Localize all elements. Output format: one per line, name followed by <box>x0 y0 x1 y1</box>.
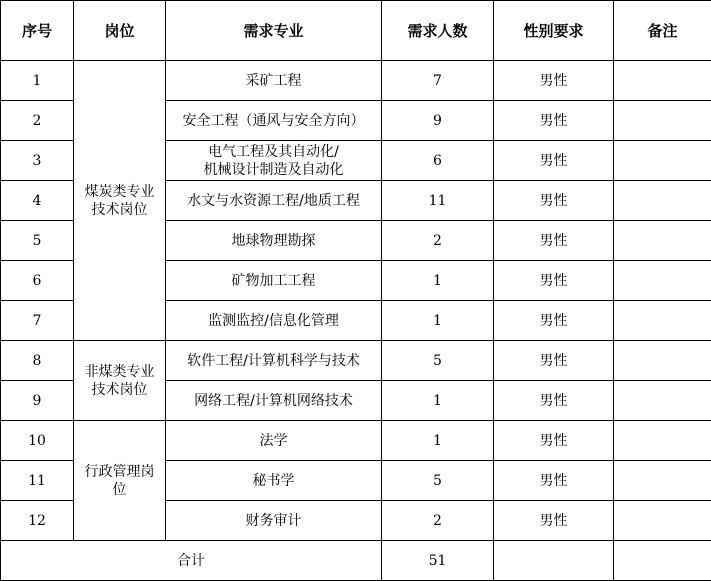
row-gender: 男性 <box>494 221 614 261</box>
row-no: 5 <box>1 221 74 261</box>
row-no: 9 <box>1 381 74 421</box>
row-note <box>614 221 711 261</box>
row-count: 5 <box>382 341 494 381</box>
row-no: 1 <box>1 61 74 101</box>
row-gender: 男性 <box>494 301 614 341</box>
header-row <box>1 1 711 61</box>
row-count: 5 <box>382 461 494 501</box>
row-gender: 男性 <box>494 261 614 301</box>
row-gender: 男性 <box>494 61 614 101</box>
row-major: 地球物理勘探 <box>166 221 382 261</box>
row-no: 12 <box>1 501 74 541</box>
row-count: 2 <box>382 501 494 541</box>
row-count: 1 <box>382 421 494 461</box>
row-no: 11 <box>1 461 74 501</box>
row-no: 6 <box>1 261 74 301</box>
row-major: 矿物加工工程 <box>166 261 382 301</box>
row-note <box>614 501 711 541</box>
group-admin: 行政管理岗位 <box>74 421 166 541</box>
row-no: 2 <box>1 101 74 141</box>
row-gender: 男性 <box>494 381 614 421</box>
row-count: 11 <box>382 181 494 221</box>
total-label: 合计 <box>1 541 382 581</box>
header-major: 需求专业 <box>166 1 382 61</box>
total-count: 51 <box>382 541 494 581</box>
row-gender: 男性 <box>494 501 614 541</box>
row-count: 1 <box>382 261 494 301</box>
row-note <box>614 261 711 301</box>
row-note <box>614 181 711 221</box>
total-gender <box>494 541 614 581</box>
table-row <box>1 421 711 461</box>
row-major: 秘书学 <box>166 461 382 501</box>
row-major-line2: 机械设计制造及自动化 <box>203 161 344 178</box>
row-no: 7 <box>1 301 74 341</box>
header-gender: 性别要求 <box>494 1 614 61</box>
row-major: 软件工程/计算机科学与技术 <box>166 341 382 381</box>
row-count: 2 <box>382 221 494 261</box>
row-note <box>614 341 711 381</box>
group-coal: 煤炭类专业技术岗位 <box>74 61 166 341</box>
header-count: 需求人数 <box>382 1 494 61</box>
total-note <box>614 541 711 581</box>
header-note: 备注 <box>614 1 711 61</box>
row-no: 3 <box>1 141 74 181</box>
header-no: 序号 <box>1 1 74 61</box>
row-gender: 男性 <box>494 341 614 381</box>
row-major: 监测监控/信息化管理 <box>166 301 382 341</box>
row-no: 10 <box>1 421 74 461</box>
row-note <box>614 101 711 141</box>
row-gender: 男性 <box>494 141 614 181</box>
row-count: 7 <box>382 61 494 101</box>
row-major <box>166 141 382 181</box>
row-count: 1 <box>382 381 494 421</box>
row-major: 采矿工程 <box>166 61 382 101</box>
row-major: 安全工程（通风与安全方向） <box>166 101 382 141</box>
table-row <box>1 61 711 101</box>
table-row <box>1 341 711 381</box>
row-note <box>614 141 711 181</box>
row-no: 4 <box>1 181 74 221</box>
row-note <box>614 421 711 461</box>
row-major-line1: 电气工程及其自动化/ <box>208 143 339 160</box>
row-note <box>614 381 711 421</box>
row-gender: 男性 <box>494 421 614 461</box>
row-count: 1 <box>382 301 494 341</box>
row-no: 8 <box>1 341 74 381</box>
row-count: 6 <box>382 141 494 181</box>
row-major: 水文与水资源工程/地质工程 <box>166 181 382 221</box>
row-count: 9 <box>382 101 494 141</box>
total-row <box>1 541 711 581</box>
header-position: 岗位 <box>74 1 166 61</box>
row-major: 网络工程/计算机网络技术 <box>166 381 382 421</box>
row-note <box>614 61 711 101</box>
row-major: 财务审计 <box>166 501 382 541</box>
row-note <box>614 461 711 501</box>
row-gender: 男性 <box>494 181 614 221</box>
row-gender: 男性 <box>494 461 614 501</box>
row-note <box>614 301 711 341</box>
row-gender: 男性 <box>494 101 614 141</box>
row-major: 法学 <box>166 421 382 461</box>
group-non-coal: 非煤类专业技术岗位 <box>74 341 166 421</box>
